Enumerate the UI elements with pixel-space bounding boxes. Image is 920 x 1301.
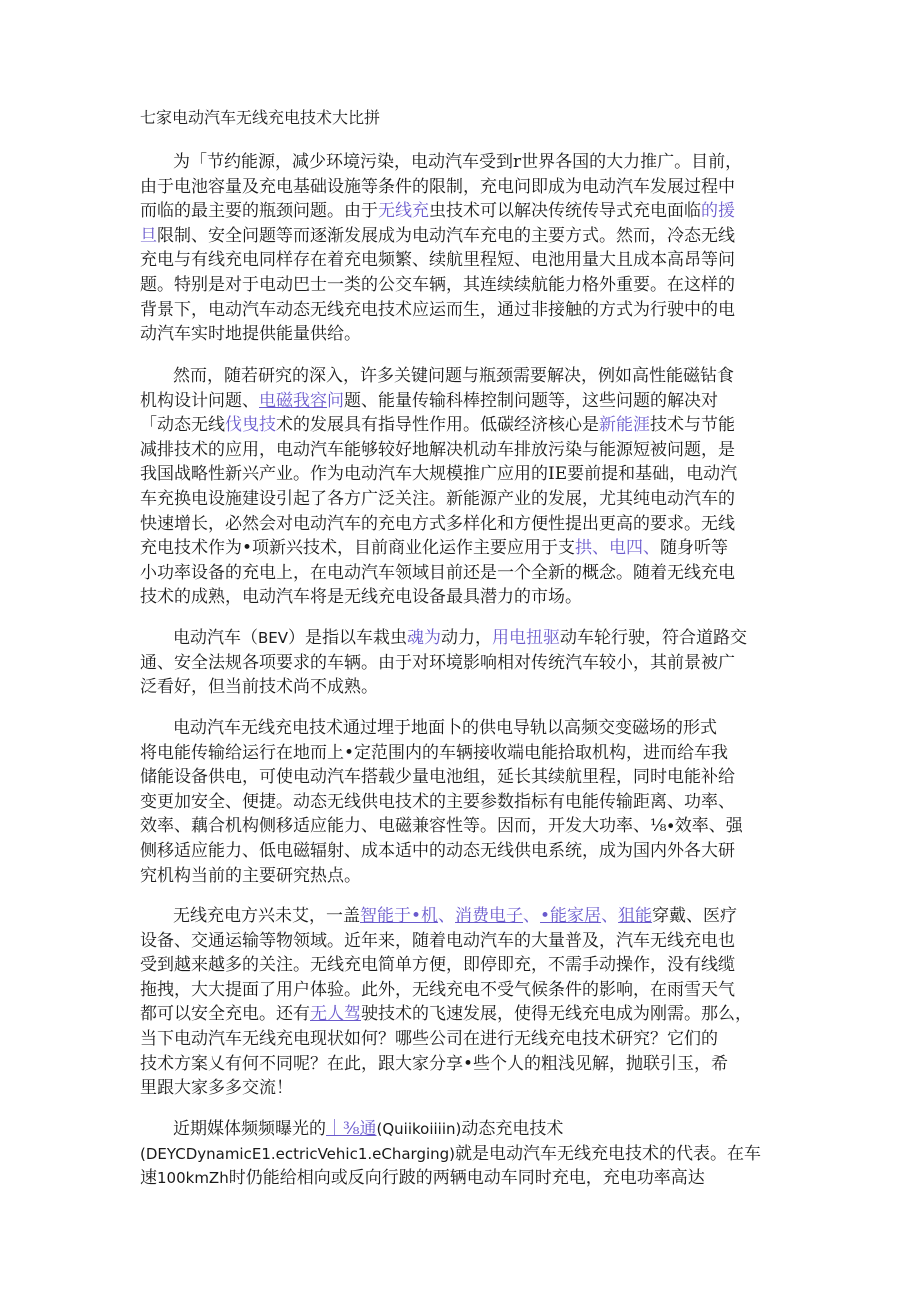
- text-run: 速: [140, 1168, 157, 1189]
- text-line: [140, 487, 790, 512]
- text-run: 充电技术作为•项新兴技术，目前商业化运作主要应用于支: [140, 538, 576, 559]
- text-line: [140, 322, 790, 347]
- paragraph-4: [140, 716, 790, 888]
- text-run: 电动汽车（: [173, 628, 258, 648]
- text-run: 、: [601, 906, 619, 926]
- text-run: 题、能量传输科棒控制问题等，这些问题的解决对: [344, 390, 718, 411]
- paragraph-6: [140, 1117, 790, 1191]
- text-run: 电动汽车无线充电技术通过埋于地面卜的供电导轨以高频交变磁场的形式: [173, 718, 717, 738]
- text-line: [140, 1076, 790, 1101]
- link-range-cont[interactable]: 旦: [140, 225, 157, 246]
- text-line: [140, 978, 790, 1003]
- link-new-energy[interactable]: 新能涯: [599, 415, 650, 436]
- text-line: [140, 512, 790, 537]
- text-run: 我国战略性新兴产业。作为电动汽车大规模推广应用的IE要前提和基础，电动汽: [140, 464, 738, 485]
- text-run: 驶技术的飞速发展，使得无线充电成为刚需。那么，: [361, 1004, 752, 1025]
- text-line: [140, 790, 790, 815]
- text-line: [140, 389, 790, 414]
- paragraph-3: [140, 626, 790, 700]
- link-smartphone[interactable]: 智能于•机: [360, 906, 439, 926]
- text-run: 将电能传输给运行在地而上•定范围内的车辆接收端电能拾取机构，进而给车我: [140, 742, 729, 763]
- text-line: [140, 1002, 790, 1027]
- text-run: 究机构当前的主要研究热点。: [140, 865, 361, 886]
- text-run: 然而，随若研究的深入，许多关键问题与瓶颈需要解决，例如高性能磁钻食: [173, 366, 734, 386]
- link-range[interactable]: 的援: [701, 201, 735, 222]
- text-run: 储能设备供电，可使电动汽车搭载少量电池组，延长其续航里程，同时电能补给: [140, 767, 735, 788]
- link-wearable[interactable]: 狙能: [618, 906, 653, 926]
- text-run: 通、安全法规各项要求的车辆。由于对环境影响相对传统汽车较小，其前景被广: [140, 652, 735, 673]
- text-run: 泛看好，但当前技术尚不成熟。: [140, 677, 378, 698]
- text-run: BEV: [258, 629, 289, 647]
- link-battery[interactable]: 魂为: [407, 628, 442, 648]
- text-line: [140, 1052, 790, 1077]
- text-run: (Quiikoiiiin): [376, 1120, 462, 1138]
- text-run: 术的发展具有指导性作用。低碳经济核心是: [276, 415, 599, 436]
- text-run: 、: [523, 906, 541, 926]
- text-line: [140, 864, 790, 889]
- text-run: 充电与有线充电同样存在着充电频繁、续航里程短、电池用量大且成本高昂等问: [140, 250, 735, 271]
- text-run: 动态充电技术: [461, 1119, 564, 1139]
- paragraph-1: [140, 150, 790, 347]
- text-run: 背景下，电动汽车动态无线充电技术应运而生，通过非接触的方式为行驶中的电: [140, 299, 735, 320]
- text-run: 拖拽，大大提面了用户体验。此外，无线充电不受气候条件的影响，在雨雪天气: [140, 979, 735, 1000]
- text-line: [140, 438, 790, 463]
- text-run: 时仍能给相向或反向行跛的两辆电动车同时充电，充电功率高达: [228, 1168, 705, 1189]
- text-run: 效率、藕合机构侧移适应能力、电磁兼容性等。因而，开发大功率、⅛∙效率、强: [140, 816, 743, 837]
- text-line: [140, 741, 790, 766]
- text-line: [140, 273, 790, 298]
- text-run: 机构设计问题、: [140, 390, 259, 411]
- document-title: 七家电动汽车无线充电技术大比拼: [140, 108, 381, 127]
- text-line: [140, 626, 790, 651]
- text-run: 就是电动汽车无线充电技术的代表。在车: [455, 1143, 762, 1164]
- text-line: [140, 364, 790, 389]
- text-line: [140, 561, 790, 586]
- link-motor-drive[interactable]: 用电扭驱: [492, 628, 561, 648]
- text-line: [140, 929, 790, 954]
- text-line: [140, 585, 790, 610]
- link-emc-cont[interactable]: 问: [327, 390, 344, 411]
- paragraph-2: [140, 364, 790, 610]
- text-run: 「动态无线: [140, 415, 225, 436]
- text-line: [140, 248, 790, 273]
- text-run: 题。特别是对于电动巴士一类的公交车辆，其连续续航能力格外重要。在这样的: [140, 274, 735, 295]
- text-line: [140, 1027, 790, 1052]
- text-run: 设备、交通运输等物领域。近年来，随着电动汽车的大量普及，汽车无线充电也: [140, 930, 735, 951]
- link-emc[interactable]: 电磁我容: [259, 390, 327, 411]
- text-line: [140, 675, 790, 700]
- text-line: [140, 1166, 790, 1191]
- text-line: [140, 150, 790, 175]
- text-run: 技术方案乂有何不同呢？在此，跟大家分享•些个人的粗浅见解，抛联引玉，希: [140, 1053, 729, 1074]
- text-run: 无线充电方兴未艾，一盖: [173, 906, 360, 926]
- text-line: [140, 224, 790, 249]
- text-line: [140, 1117, 790, 1142]
- text-run: 为「节约能源，减少环境污染，电动汽车受到r世界各国的大力推广。目前，: [173, 152, 743, 172]
- text-line: [140, 716, 790, 741]
- text-line: [140, 298, 790, 323]
- text-run: 快速增长，必然会对电动汽车的充电方式多样化和方便性提出更高的要求。无线: [140, 513, 735, 534]
- text-run: 动力，: [441, 628, 493, 648]
- text-line: [140, 536, 790, 561]
- text-run: 受到越来越多的关注。无线充电简单方便，即停即充，不需手动操作，没有线缆: [140, 955, 735, 976]
- text-run: 里跟大家多多交流！: [140, 1078, 293, 1099]
- link-smart-home[interactable]: •能家居: [540, 906, 602, 926]
- text-run: ）是指以车栽虫: [288, 628, 408, 648]
- text-run: 减排技术的应用，电动汽车能够较好地解决机动车排放污染与能源短被问题，是: [140, 439, 735, 460]
- text-run: 都可以安全充电。还有: [140, 1004, 310, 1025]
- link-qualcomm[interactable]: ｜⅜通: [326, 1119, 377, 1139]
- text-line: [140, 651, 790, 676]
- text-run: 侧移适应能力、低电磁辐射、成本适中的动态无线供电系统，成为国内外各大研: [140, 840, 735, 861]
- text-line: [140, 175, 790, 200]
- text-run: 技术的成熟，电动汽车将是无线充电设备最具潜力的市场。: [140, 587, 582, 608]
- text-run: 而临的最主要的瓶颈问题。由于: [140, 201, 378, 222]
- text-run: 动车轮行驶，符合道路交: [560, 628, 748, 648]
- text-run: 变更加安全、便捷。动态无线供电技术的主要参数指标有电能传输距离、功率、: [140, 791, 735, 812]
- link-consumer-electronics[interactable]: 消费电子: [455, 906, 524, 926]
- text-line: [140, 199, 790, 224]
- text-run: 穿戴、医疗: [652, 906, 738, 926]
- text-run: (DEYCDynamicE1.ectricVehic1.eCharging): [140, 1144, 456, 1163]
- text-line: [140, 413, 790, 438]
- text-run: 随身听等: [660, 538, 729, 559]
- text-run: 动汽车实时地提供能量供给。: [140, 324, 361, 345]
- text-line: [140, 1142, 790, 1167]
- text-run: 由于电池容量及充电基础设施等条件的限制，充电问即成为电动汽车发展过程中: [140, 176, 735, 197]
- text-line: [140, 839, 790, 864]
- text-run: 限制、安全问题等而逐渐发展成为电动汽车充电的主要方式。然而，冷态无线: [157, 225, 735, 246]
- text-run: 近期媒体频频曝光的: [173, 1119, 326, 1139]
- text-run: 虫技术可以解决传统传导式充电面临: [429, 201, 701, 222]
- text-line: [140, 765, 790, 790]
- paragraph-5: [140, 904, 790, 1101]
- link-autonomous-driving[interactable]: 无人驾: [310, 1004, 361, 1025]
- link-wireless-charging[interactable]: 无线充: [378, 201, 429, 222]
- text-line: [140, 462, 790, 487]
- text-run: 当下电动汽车无线充电现状如何？哪些公司在进行无线充电技术研究？它们的: [140, 1028, 718, 1049]
- link-devices[interactable]: 拱、电四、: [575, 538, 661, 559]
- link-power-supply[interactable]: 伐曳技: [225, 415, 276, 436]
- text-line: [140, 814, 790, 839]
- text-line: [140, 904, 790, 929]
- text-run: 100kmZh: [157, 1169, 229, 1188]
- text-run: 车充换电设施建设引起了各方广泛关注。新能源产业的发展，尤其纯电动汽车的: [140, 488, 735, 509]
- text-run: 技术与节能: [650, 415, 735, 436]
- text-run: 小功率设备的充电上，在电动汽车领域目前还是一个全新的概念。随着无线充电: [140, 562, 735, 583]
- text-line: [140, 953, 790, 978]
- text-run: 、: [438, 906, 456, 926]
